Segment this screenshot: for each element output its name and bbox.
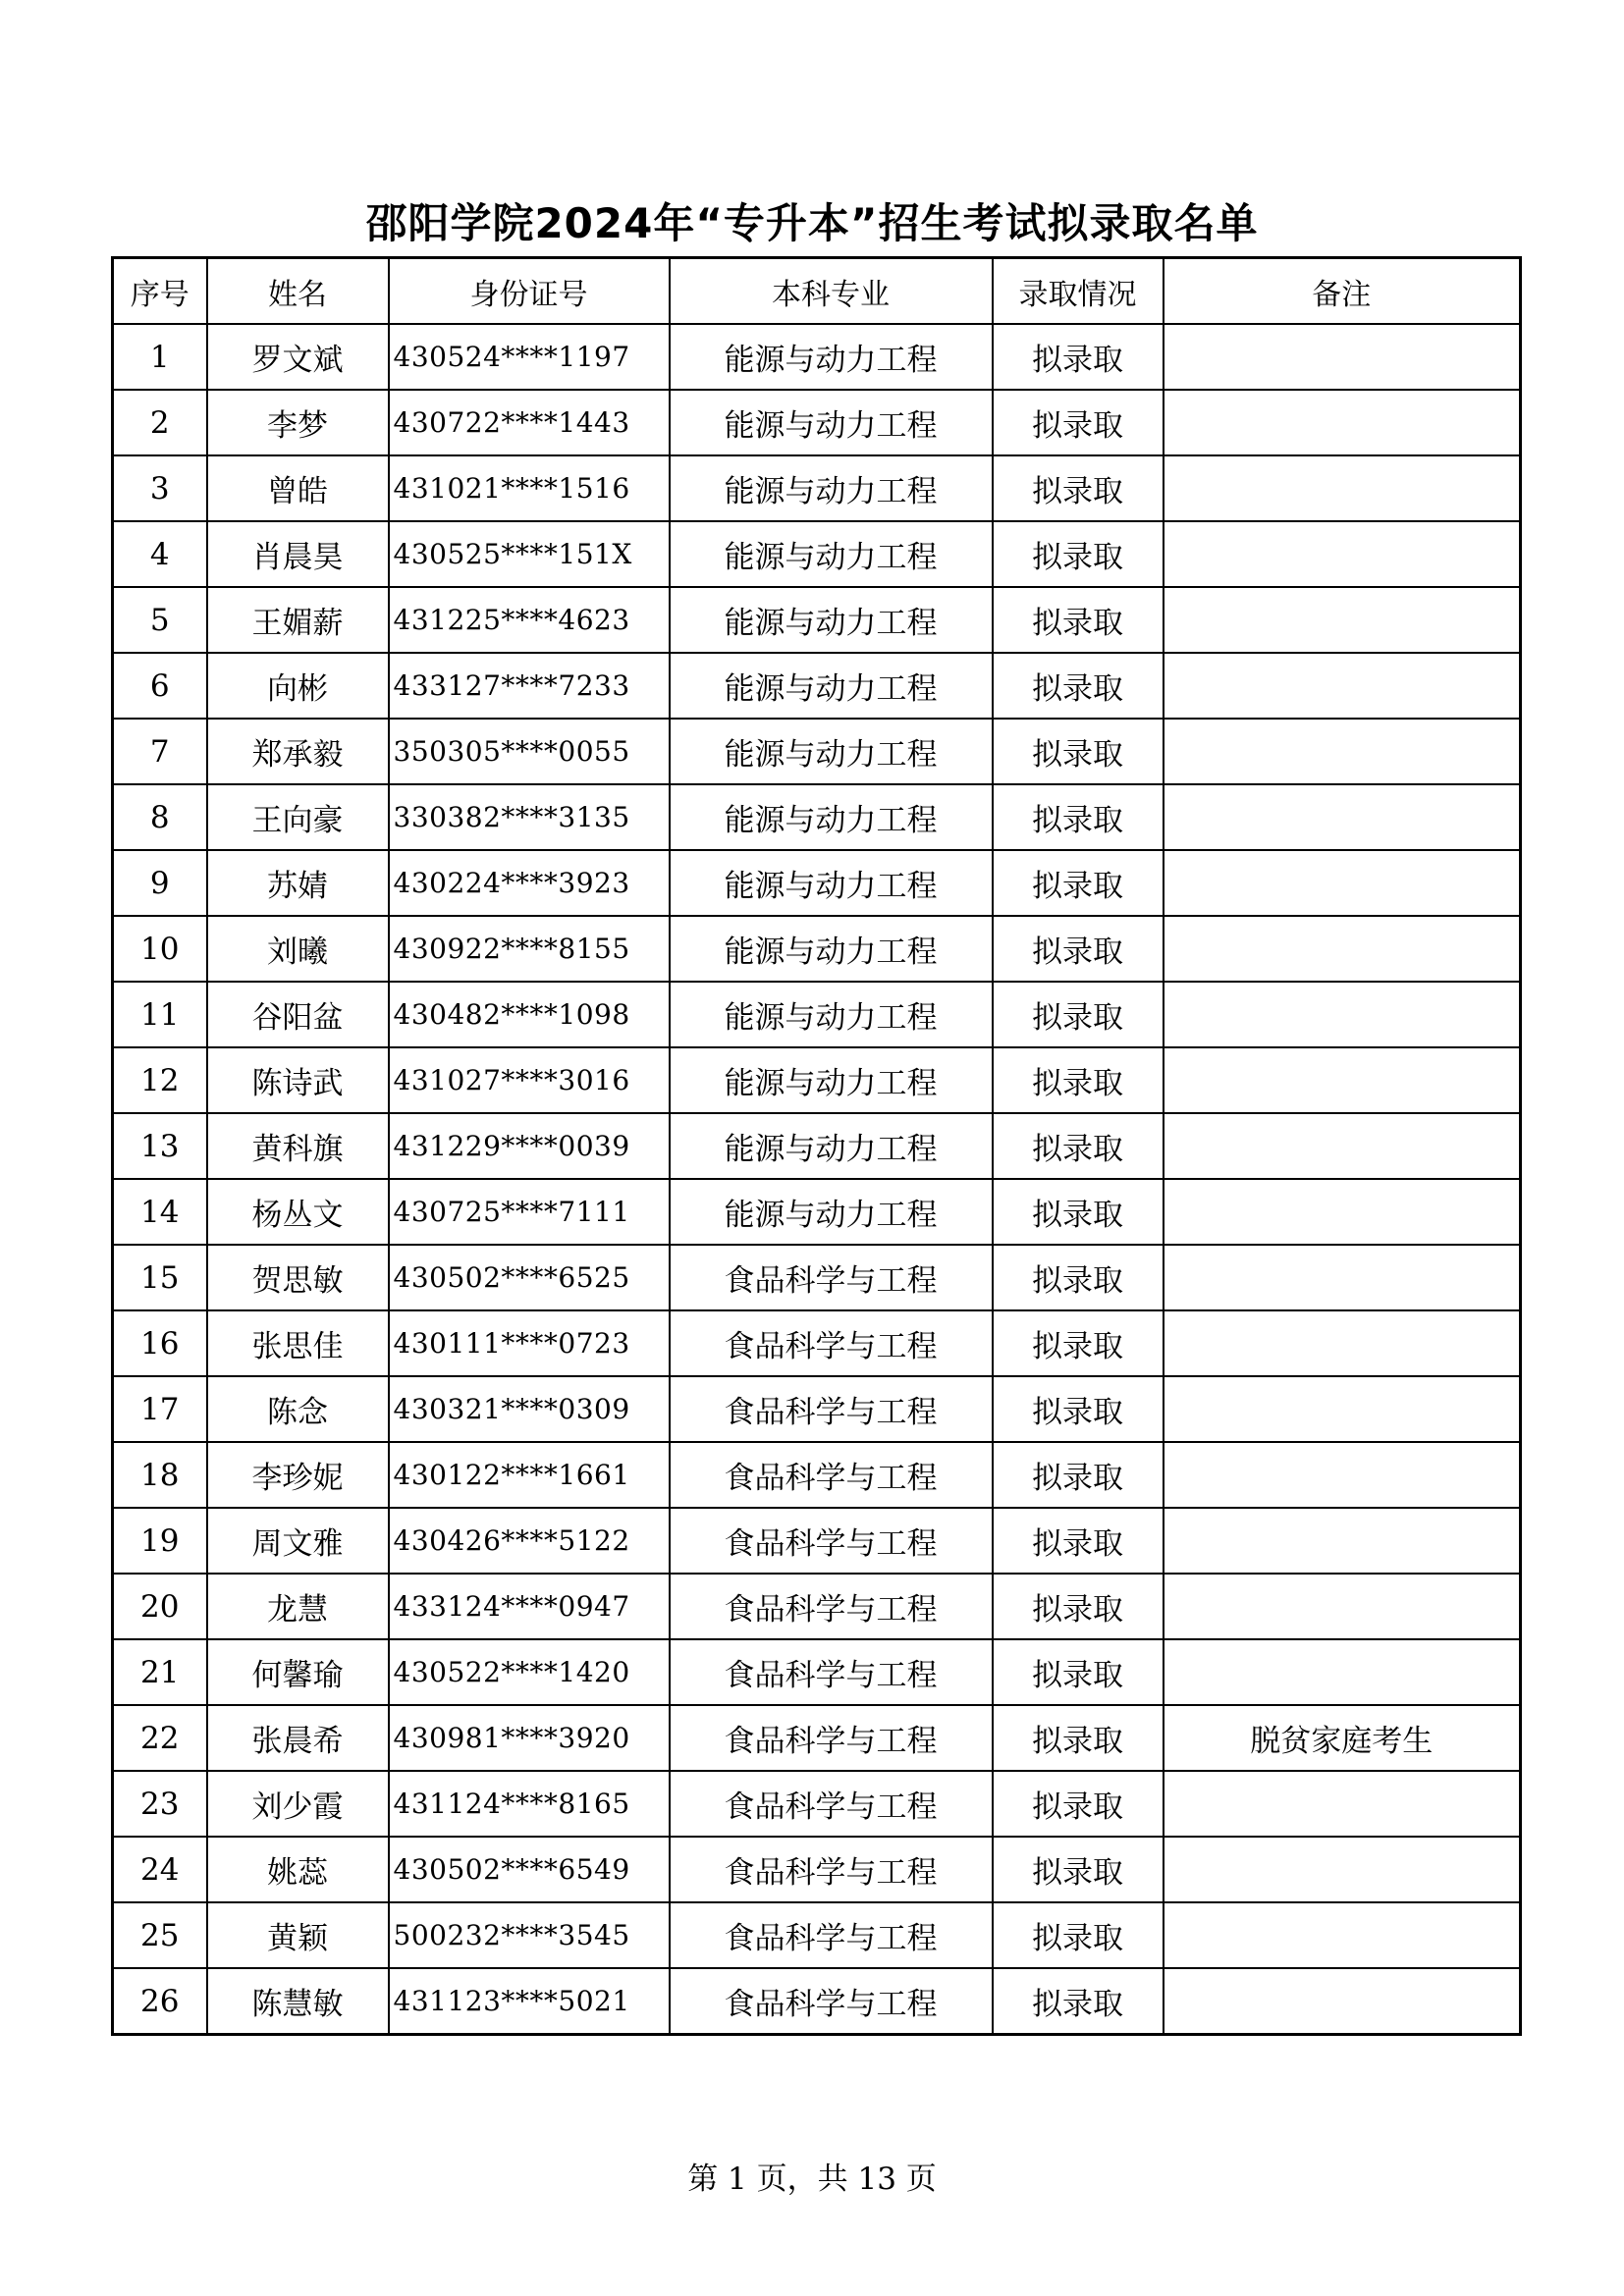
cell-index: 16 bbox=[113, 1310, 207, 1376]
cell-note bbox=[1164, 390, 1521, 455]
column-header-status: 录取情况 bbox=[993, 258, 1164, 325]
cell-id-number: 350305****0055 bbox=[389, 719, 670, 784]
table-row bbox=[113, 1968, 1521, 2035]
cell-major: 食品科学与工程 bbox=[670, 1705, 993, 1771]
table-row bbox=[113, 1179, 1521, 1245]
footer-middle: 页，共 bbox=[746, 2162, 858, 2197]
cell-id-number: 431123****5021 bbox=[389, 1968, 670, 2035]
cell-note bbox=[1164, 587, 1521, 653]
column-header-index: 序号 bbox=[113, 258, 207, 325]
cell-index: 13 bbox=[113, 1113, 207, 1179]
cell-name: 刘少霞 bbox=[207, 1771, 389, 1837]
cell-id-number: 431021****1516 bbox=[389, 455, 670, 521]
cell-status: 拟录取 bbox=[993, 1508, 1164, 1574]
cell-name: 陈诗武 bbox=[207, 1047, 389, 1113]
table-row bbox=[113, 1376, 1521, 1442]
cell-id-number: 430111****0723 bbox=[389, 1310, 670, 1376]
table-row bbox=[113, 1574, 1521, 1639]
cell-note bbox=[1164, 1837, 1521, 1902]
cell-name: 姚蕊 bbox=[207, 1837, 389, 1902]
cell-major: 能源与动力工程 bbox=[670, 521, 993, 587]
column-header-name: 姓名 bbox=[207, 258, 389, 325]
cell-note bbox=[1164, 784, 1521, 850]
table-row bbox=[113, 390, 1521, 455]
cell-index: 1 bbox=[113, 324, 207, 390]
cell-id-number: 330382****3135 bbox=[389, 784, 670, 850]
cell-status: 拟录取 bbox=[993, 1968, 1164, 2035]
cell-note bbox=[1164, 1442, 1521, 1508]
cell-name: 苏婧 bbox=[207, 850, 389, 916]
cell-name: 贺思敏 bbox=[207, 1245, 389, 1310]
cell-name: 黄颖 bbox=[207, 1902, 389, 1968]
cell-status: 拟录取 bbox=[993, 1639, 1164, 1705]
cell-name: 李珍妮 bbox=[207, 1442, 389, 1508]
cell-note bbox=[1164, 982, 1521, 1047]
cell-note bbox=[1164, 1771, 1521, 1837]
cell-major: 能源与动力工程 bbox=[670, 916, 993, 982]
cell-name: 龙慧 bbox=[207, 1574, 389, 1639]
column-header-major: 本科专业 bbox=[670, 258, 993, 325]
cell-index: 9 bbox=[113, 850, 207, 916]
table-row bbox=[113, 521, 1521, 587]
page-footer bbox=[0, 2160, 1624, 2199]
cell-status: 拟录取 bbox=[993, 1442, 1164, 1508]
cell-major: 食品科学与工程 bbox=[670, 1771, 993, 1837]
cell-name: 向彬 bbox=[207, 653, 389, 719]
cell-note bbox=[1164, 1508, 1521, 1574]
cell-name: 陈念 bbox=[207, 1376, 389, 1442]
cell-major: 能源与动力工程 bbox=[670, 587, 993, 653]
cell-note bbox=[1164, 916, 1521, 982]
table-row bbox=[113, 653, 1521, 719]
cell-major: 能源与动力工程 bbox=[670, 1047, 993, 1113]
cell-major: 食品科学与工程 bbox=[670, 1902, 993, 1968]
cell-major: 能源与动力工程 bbox=[670, 653, 993, 719]
cell-note bbox=[1164, 1639, 1521, 1705]
cell-status: 拟录取 bbox=[993, 916, 1164, 982]
table-row bbox=[113, 1047, 1521, 1113]
table-body bbox=[113, 324, 1521, 2035]
cell-name: 陈慧敏 bbox=[207, 1968, 389, 2035]
cell-note bbox=[1164, 1902, 1521, 1968]
cell-major: 能源与动力工程 bbox=[670, 719, 993, 784]
table-row bbox=[113, 1113, 1521, 1179]
cell-status: 拟录取 bbox=[993, 1179, 1164, 1245]
cell-index: 25 bbox=[113, 1902, 207, 1968]
cell-name: 张晨希 bbox=[207, 1705, 389, 1771]
table-row bbox=[113, 1442, 1521, 1508]
cell-index: 22 bbox=[113, 1705, 207, 1771]
cell-index: 21 bbox=[113, 1639, 207, 1705]
cell-id-number: 430321****0309 bbox=[389, 1376, 670, 1442]
cell-id-number: 431124****8165 bbox=[389, 1771, 670, 1837]
cell-index: 19 bbox=[113, 1508, 207, 1574]
cell-id-number: 433127****7233 bbox=[389, 653, 670, 719]
cell-major: 食品科学与工程 bbox=[670, 1310, 993, 1376]
table-row bbox=[113, 587, 1521, 653]
cell-name: 周文雅 bbox=[207, 1508, 389, 1574]
table-row bbox=[113, 324, 1521, 390]
cell-name: 王向豪 bbox=[207, 784, 389, 850]
page-title: 邵阳学院2024年“专升本”招生考试拟录取名单 bbox=[365, 199, 1259, 247]
cell-major: 能源与动力工程 bbox=[670, 982, 993, 1047]
cell-index: 7 bbox=[113, 719, 207, 784]
cell-id-number: 431229****0039 bbox=[389, 1113, 670, 1179]
cell-name: 黄科旗 bbox=[207, 1113, 389, 1179]
cell-index: 4 bbox=[113, 521, 207, 587]
cell-index: 6 bbox=[113, 653, 207, 719]
cell-status: 拟录取 bbox=[993, 784, 1164, 850]
cell-note bbox=[1164, 324, 1521, 390]
cell-index: 5 bbox=[113, 587, 207, 653]
cell-name: 谷阳盆 bbox=[207, 982, 389, 1047]
cell-id-number: 430522****1420 bbox=[389, 1639, 670, 1705]
table-row bbox=[113, 1508, 1521, 1574]
cell-index: 15 bbox=[113, 1245, 207, 1310]
cell-name: 王媚薪 bbox=[207, 587, 389, 653]
cell-index: 17 bbox=[113, 1376, 207, 1442]
table-row bbox=[113, 850, 1521, 916]
current-page-number: 1 bbox=[728, 2162, 747, 2197]
cell-major: 能源与动力工程 bbox=[670, 1179, 993, 1245]
cell-major: 食品科学与工程 bbox=[670, 1508, 993, 1574]
cell-status: 拟录取 bbox=[993, 1574, 1164, 1639]
cell-major: 能源与动力工程 bbox=[670, 324, 993, 390]
cell-note bbox=[1164, 1376, 1521, 1442]
cell-major: 食品科学与工程 bbox=[670, 1376, 993, 1442]
cell-status: 拟录取 bbox=[993, 653, 1164, 719]
cell-status: 拟录取 bbox=[993, 1310, 1164, 1376]
cell-id-number: 430426****5122 bbox=[389, 1508, 670, 1574]
cell-status: 拟录取 bbox=[993, 1245, 1164, 1310]
cell-index: 12 bbox=[113, 1047, 207, 1113]
cell-name: 肖晨昊 bbox=[207, 521, 389, 587]
cell-major: 食品科学与工程 bbox=[670, 1574, 993, 1639]
cell-major: 食品科学与工程 bbox=[670, 1837, 993, 1902]
cell-id-number: 431225****4623 bbox=[389, 587, 670, 653]
admission-table bbox=[111, 256, 1522, 2036]
table-row bbox=[113, 1310, 1521, 1376]
cell-id-number: 431027****3016 bbox=[389, 1047, 670, 1113]
cell-name: 李梦 bbox=[207, 390, 389, 455]
cell-major: 能源与动力工程 bbox=[670, 1113, 993, 1179]
cell-index: 2 bbox=[113, 390, 207, 455]
cell-id-number: 430482****1098 bbox=[389, 982, 670, 1047]
cell-index: 18 bbox=[113, 1442, 207, 1508]
cell-major: 食品科学与工程 bbox=[670, 1245, 993, 1310]
cell-id-number: 430502****6549 bbox=[389, 1837, 670, 1902]
cell-note bbox=[1164, 521, 1521, 587]
column-header-id-number: 身份证号 bbox=[389, 258, 670, 325]
cell-name: 罗文斌 bbox=[207, 324, 389, 390]
cell-major: 能源与动力工程 bbox=[670, 850, 993, 916]
cell-index: 8 bbox=[113, 784, 207, 850]
cell-id-number: 430922****8155 bbox=[389, 916, 670, 982]
cell-status: 拟录取 bbox=[993, 1113, 1164, 1179]
cell-note bbox=[1164, 719, 1521, 784]
table-row bbox=[113, 455, 1521, 521]
cell-index: 23 bbox=[113, 1771, 207, 1837]
cell-note bbox=[1164, 850, 1521, 916]
cell-major: 能源与动力工程 bbox=[670, 784, 993, 850]
cell-status: 拟录取 bbox=[993, 521, 1164, 587]
cell-note bbox=[1164, 1047, 1521, 1113]
cell-status: 拟录取 bbox=[993, 982, 1164, 1047]
cell-index: 20 bbox=[113, 1574, 207, 1639]
cell-major: 食品科学与工程 bbox=[670, 1968, 993, 2035]
cell-note bbox=[1164, 1574, 1521, 1639]
cell-index: 3 bbox=[113, 455, 207, 521]
cell-status: 拟录取 bbox=[993, 1837, 1164, 1902]
table-row bbox=[113, 916, 1521, 982]
cell-status: 拟录取 bbox=[993, 1902, 1164, 1968]
cell-id-number: 430725****7111 bbox=[389, 1179, 670, 1245]
cell-status: 拟录取 bbox=[993, 455, 1164, 521]
cell-note bbox=[1164, 455, 1521, 521]
cell-id-number: 500232****3545 bbox=[389, 1902, 670, 1968]
table-row bbox=[113, 1771, 1521, 1837]
cell-index: 24 bbox=[113, 1837, 207, 1902]
cell-index: 26 bbox=[113, 1968, 207, 2035]
cell-id-number: 430524****1197 bbox=[389, 324, 670, 390]
table-row bbox=[113, 784, 1521, 850]
cell-id-number: 430722****1443 bbox=[389, 390, 670, 455]
cell-index: 14 bbox=[113, 1179, 207, 1245]
table-row bbox=[113, 982, 1521, 1047]
table-row bbox=[113, 1837, 1521, 1902]
cell-status: 拟录取 bbox=[993, 719, 1164, 784]
cell-major: 能源与动力工程 bbox=[670, 390, 993, 455]
cell-id-number: 430224****3923 bbox=[389, 850, 670, 916]
cell-note bbox=[1164, 1179, 1521, 1245]
table-row bbox=[113, 1639, 1521, 1705]
cell-status: 拟录取 bbox=[993, 324, 1164, 390]
column-header-note: 备注 bbox=[1164, 258, 1521, 325]
cell-major: 能源与动力工程 bbox=[670, 455, 993, 521]
cell-id-number: 430122****1661 bbox=[389, 1442, 670, 1508]
cell-status: 拟录取 bbox=[993, 587, 1164, 653]
footer-suffix: 页 bbox=[895, 2162, 937, 2197]
cell-id-number: 430525****151X bbox=[389, 521, 670, 587]
cell-id-number: 433124****0947 bbox=[389, 1574, 670, 1639]
cell-status: 拟录取 bbox=[993, 1047, 1164, 1113]
footer-prefix: 第 bbox=[687, 2162, 729, 2197]
table-row bbox=[113, 1245, 1521, 1310]
cell-id-number: 430981****3920 bbox=[389, 1705, 670, 1771]
table-row bbox=[113, 719, 1521, 784]
cell-major: 食品科学与工程 bbox=[670, 1442, 993, 1508]
cell-note bbox=[1164, 1968, 1521, 2035]
cell-name: 曾皓 bbox=[207, 455, 389, 521]
cell-note bbox=[1164, 1113, 1521, 1179]
table-header-row bbox=[113, 258, 1521, 325]
cell-status: 拟录取 bbox=[993, 1705, 1164, 1771]
table-row bbox=[113, 1902, 1521, 1968]
cell-id-number: 430502****6525 bbox=[389, 1245, 670, 1310]
cell-name: 张思佳 bbox=[207, 1310, 389, 1376]
cell-note bbox=[1164, 1310, 1521, 1376]
cell-status: 拟录取 bbox=[993, 850, 1164, 916]
cell-name: 郑承毅 bbox=[207, 719, 389, 784]
cell-status: 拟录取 bbox=[993, 390, 1164, 455]
cell-status: 拟录取 bbox=[993, 1376, 1164, 1442]
cell-name: 何馨瑜 bbox=[207, 1639, 389, 1705]
total-page-count: 13 bbox=[857, 2162, 896, 2197]
cell-status: 拟录取 bbox=[993, 1771, 1164, 1837]
cell-name: 杨丛文 bbox=[207, 1179, 389, 1245]
table-row bbox=[113, 1705, 1521, 1771]
cell-note: 脱贫家庭考生 bbox=[1164, 1705, 1521, 1771]
cell-major: 食品科学与工程 bbox=[670, 1639, 993, 1705]
cell-name: 刘曦 bbox=[207, 916, 389, 982]
cell-index: 11 bbox=[113, 982, 207, 1047]
cell-note bbox=[1164, 653, 1521, 719]
cell-note bbox=[1164, 1245, 1521, 1310]
cell-index: 10 bbox=[113, 916, 207, 982]
